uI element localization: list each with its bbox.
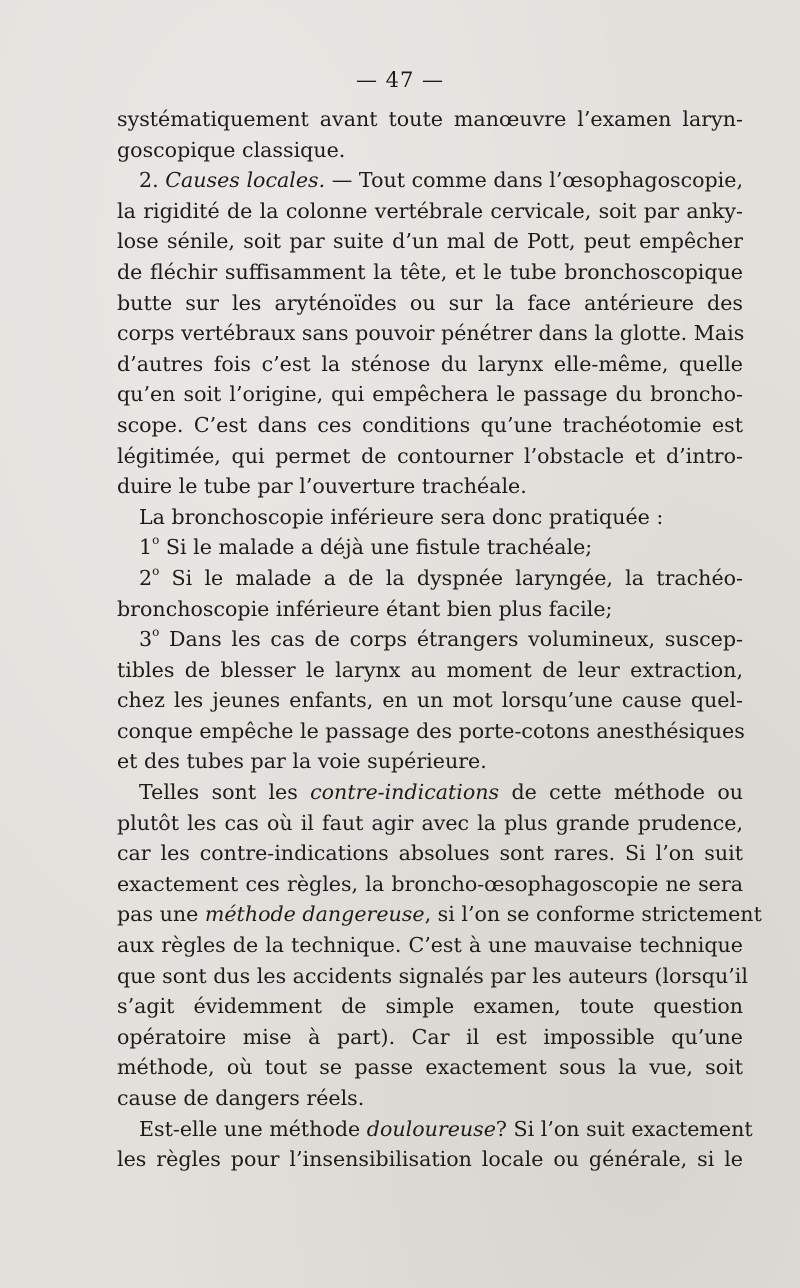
text-run: , si l’on se conforme strictement	[424, 902, 762, 927]
text-run: Si le malade a déjà une fistule trachéale;	[159, 535, 593, 560]
text-line: conque empêche le passage des porte-cotons anesthésiques	[117, 718, 745, 743]
ordinal-mark: o	[152, 625, 160, 640]
text-line: aux règles de la technique. C’est à une mauvaise technique	[117, 933, 743, 958]
text-run: Est-elle une méthode	[139, 1116, 367, 1141]
text-run: Si le malade a de la dyspnée laryngée, la trachéo-	[159, 565, 743, 590]
text-run: ? Si l’on suit exactement	[495, 1116, 753, 1141]
text-line: corps vertébraux sans pouvoir pénétrer dans la glotte. Mais	[117, 321, 745, 346]
emphasis: contre-indications	[310, 780, 500, 805]
text-line: butte sur les aryténoïdes ou sur la face antérieure des	[117, 290, 743, 315]
text-line: goscopique classique.	[117, 137, 346, 162]
text-line: La bronchoscopie inférieure sera donc pratiquée :	[139, 504, 664, 529]
text-line: méthode, où tout se passe exactement sous la vue, soit	[117, 1055, 743, 1080]
text-run: Dans les cas de corps étrangers volumineux, suscep-	[159, 627, 743, 652]
list-number: 1	[139, 535, 153, 560]
text-run: pas une	[117, 902, 205, 927]
text-line: les règles pour l’insensibilisation locale ou générale, si le	[117, 1147, 743, 1172]
text-run: — Tout comme dans l’œsophagoscopie,	[325, 168, 744, 193]
list-item-2	[117, 563, 743, 594]
paragraph-douloureuse	[117, 1114, 753, 1145]
section-heading: Causes locales.	[165, 168, 326, 193]
ordinal-mark: o	[152, 564, 160, 579]
paragraph-telles-sont	[117, 777, 743, 808]
text-line: d’autres fois c’est la sténose du larynx elle-même, quelle	[117, 351, 743, 376]
text-line: que sont dus les accidents signalés par les auteurs (lorsqu’il	[117, 963, 748, 988]
text-line: et des tubes par la voie supérieure.	[117, 749, 487, 774]
list-item-3	[117, 624, 743, 655]
emphasis: méthode dangereuse	[204, 902, 425, 927]
text-line: scope. C’est dans ces conditions qu’une trachéotomie est	[117, 412, 743, 437]
text-line: systématiquement avant toute manœuvre l’examen laryn-	[117, 107, 743, 131]
text-line: bronchoscopie inférieure étant bien plus facile;	[117, 596, 613, 621]
text-line: s’agit évidemment de simple examen, toute question	[117, 994, 743, 1019]
text-line: exactement ces règles, la broncho-œsophagoscopie ne sera	[117, 871, 743, 896]
text-line: chez les jeunes enfants, en un mot lorsqu’une cause quel-	[117, 688, 743, 713]
text-line: car les contre-indications absolues sont rares. Si l’on suit	[117, 841, 743, 866]
text-line: duire le tube par l’ouverture trachéale.	[117, 474, 527, 499]
text-line: qu’en soit l’origine, qui empêchera le passage du broncho-	[117, 382, 743, 407]
text-line: opératoire mise à part). Car il est impossible qu’une	[117, 1024, 743, 1049]
text-line: plutôt les cas où il faut agir avec la plus grande prudence,	[117, 810, 743, 835]
ordinal-mark: o	[152, 533, 160, 548]
text-line: légitimée, qui permet de contourner l’obstacle et d’intro-	[117, 443, 743, 468]
text-run: Telles sont les	[139, 780, 311, 805]
text-line-emphasis	[117, 899, 762, 930]
body-text	[117, 104, 762, 1175]
page-number: — 47 —	[355, 68, 445, 92]
list-number: 2	[139, 565, 153, 590]
list-number: 3	[139, 627, 153, 652]
emphasis: douloureuse	[366, 1116, 496, 1141]
text-run: de cette méthode ou	[499, 780, 743, 805]
text-line: tibles de blesser le larynx au moment de leur extraction,	[117, 657, 743, 682]
text-line: lose sénile, soit par suite d’un mal de Pott, peut empêcher	[117, 229, 743, 254]
text-line: la rigidité de la colonne vertébrale cervicale, soit par anky-	[117, 198, 743, 223]
list-item-1	[117, 532, 743, 563]
paragraph-causes-locales	[117, 165, 743, 196]
text-line: cause de dangers réels.	[117, 1086, 365, 1110]
section-number: 2.	[139, 168, 166, 193]
text-line: de fléchir suffisamment la tête, et le tube bronchoscopique	[117, 259, 743, 284]
